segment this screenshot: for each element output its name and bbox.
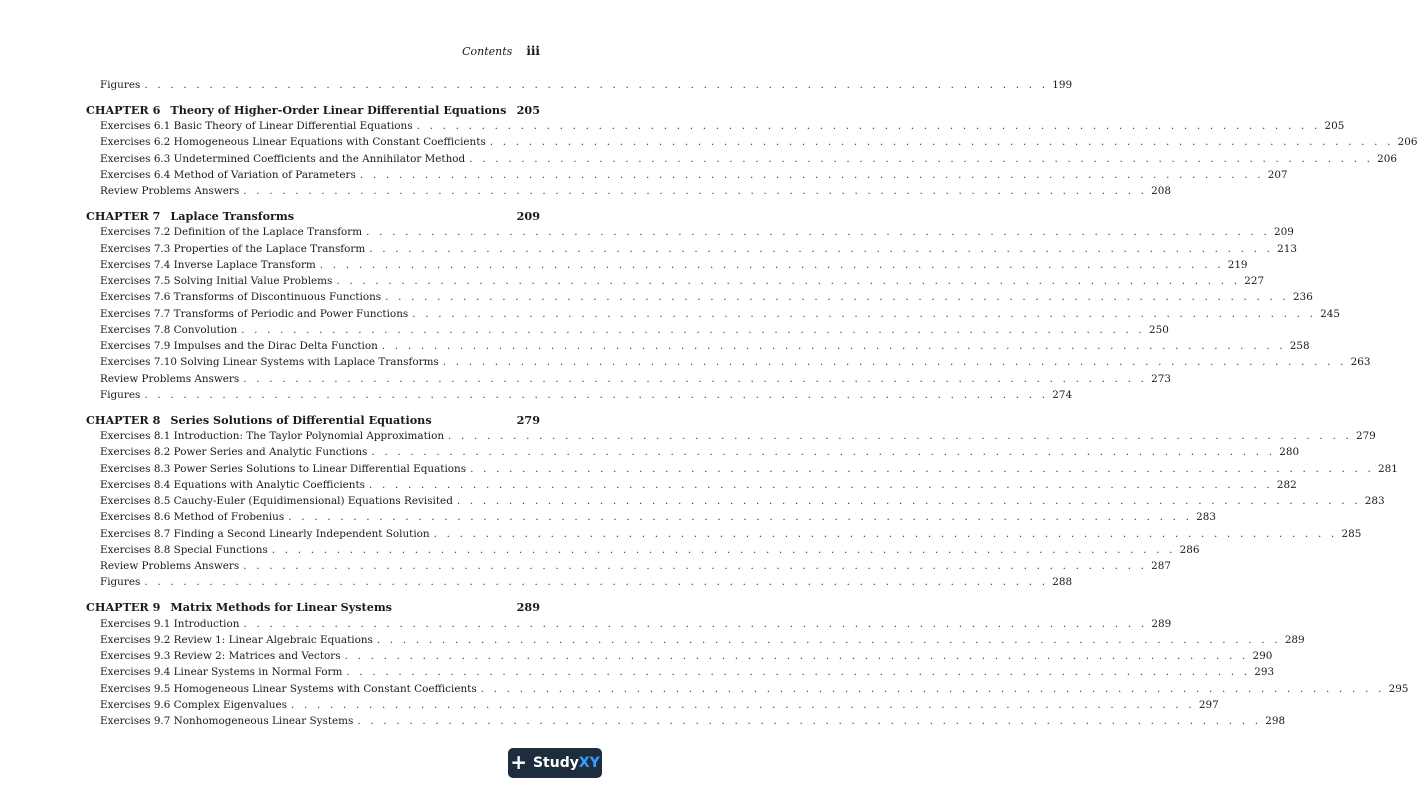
toc-entry-page-number: 205 [1324, 120, 1345, 133]
toc-entry-page-number: 208 [1151, 185, 1171, 198]
dot-leader: . . . . . . . . . . . . . . . . . . . . . . . . . . . . . . . . . . . . . . . . . . . . . . . . . . . . . . . . . . . . . . . . . . . . . . [369, 242, 1274, 255]
toc-entry-label: Exercises 7.6 Transforms of Discontinuous Functions [100, 291, 382, 304]
dot-leader: . . . . . . . . . . . . . . . . . . . . . . . . . . . . . . . . . . . . . . . . . . . . . . . . . . . . . . . . . . . . . . . . . . . . . . [243, 617, 1148, 630]
toc-entry-label: Exercises 9.3 Review 2: Matrices and Vectors [100, 650, 341, 662]
toc-entry-label: Exercises 7.9 Impulses and the Dirac Delta Function [100, 340, 378, 353]
toc-entry-label: Exercises 8.4 Equations with Analytic Coefficients [100, 478, 365, 491]
toc-entry-page-number: 281 [1377, 462, 1398, 475]
chapter-title: Theory of Higher-Order Linear Differential Equations [170, 102, 507, 117]
toc-entry[interactable] [86, 616, 1172, 632]
toc-entry[interactable] [86, 681, 1409, 697]
toc-entry-page-number: 250 [1149, 323, 1169, 336]
toc-entry-page-number: 273 [1151, 372, 1171, 385]
toc-entry[interactable] [86, 151, 1397, 167]
toc-entry-label: Exercises 8.7 Finding a Second Linearly Independent Solution [100, 527, 430, 540]
brand-name: StudyXY [532, 755, 600, 771]
toc-entry-page-number: 206 [1377, 152, 1397, 165]
toc-entry[interactable] [86, 77, 1073, 93]
toc-entry-label: Exercises 9.5 Homogeneous Linear Systems with Constant Coefficients [100, 682, 477, 695]
toc-entry[interactable] [86, 697, 1219, 713]
toc-entry[interactable] [86, 306, 1340, 322]
toc-entry-page-number: 219 [1227, 258, 1248, 271]
toc-entry[interactable] [86, 493, 1385, 509]
chapter-heading[interactable] [86, 412, 540, 428]
chapter-page-number: 279 [516, 412, 540, 427]
toc-entry-label: Exercises 6.3 Undetermined Coefficients and the Annihilator Method [100, 152, 466, 165]
toc-entry[interactable] [86, 444, 1300, 460]
toc-entry-page-number: 207 [1267, 168, 1288, 181]
dot-leader: . . . . . . . . . . . . . . . . . . . . . . . . . . . . . . . . . . . . . . . . . . . . . . . . . . . . . . . . . . . . . . . . . . . . . . [344, 650, 1249, 662]
chapter-number: CHAPTER 9 [86, 600, 161, 615]
toc-entry-page-number: 289 [1284, 633, 1305, 646]
table-of-contents [86, 77, 1418, 729]
toc-entry[interactable] [86, 371, 1171, 387]
toc-entry[interactable] [86, 648, 1273, 664]
toc-entry[interactable] [86, 167, 1288, 183]
toc-entry-page-number: 295 [1388, 682, 1409, 695]
dot-leader: . . . . . . . . . . . . . . . . . . . . . . . . . . . . . . . . . . . . . . . . . . . . . . . . . . . . . . . . . . . . . . . . . . . . . . [371, 446, 1276, 459]
dot-leader: . . . . . . . . . . . . . . . . . . . . . . . . . . . . . . . . . . . . . . . . . . . . . . . . . . . . . . . . . . . . . . . . . . . . . . [144, 576, 1049, 589]
toc-entry-page-number: 287 [1151, 560, 1171, 573]
toc-entry-page-number: 258 [1289, 340, 1310, 353]
toc-entry-page-number: 297 [1198, 698, 1219, 711]
toc-entry-label: Exercises 7.10 Solving Linear Systems with Laplace Transforms [100, 356, 439, 369]
toc-entry-page-number: 206 [1397, 136, 1418, 149]
chapter-page-number: 205 [516, 102, 540, 117]
chapter-title: Matrix Methods for Linear Systems [170, 600, 392, 615]
chapter-number: CHAPTER 7 [86, 209, 161, 224]
toc-entry[interactable] [86, 322, 1169, 338]
toc-entry-label: Exercises 7.3 Properties of the Laplace Transform [100, 242, 366, 255]
dot-leader: . . . . . . . . . . . . . . . . . . . . . . . . . . . . . . . . . . . . . . . . . . . . . . . . . . . . . . . . . . . . . . . . . . . . . . [288, 511, 1193, 524]
dot-leader: . . . . . . . . . . . . . . . . . . . . . . . . . . . . . . . . . . . . . . . . . . . . . . . . . . . . . . . . . . . . . . . . . . . . . . [369, 478, 1273, 491]
toc-entry-label: Review Problems Answers [100, 372, 240, 385]
dot-leader: . . . . . . . . . . . . . . . . . . . . . . . . . . . . . . . . . . . . . . . . . . . . . . . . . . . . . . . . . . . . . . . . . . . . . . [480, 682, 1385, 695]
dot-leader: . . . . . . . . . . . . . . . . . . . . . . . . . . . . . . . . . . . . . . . . . . . . . . . . . . . . . . . . . . . . . . . . . . . . . . [243, 560, 1148, 573]
dot-leader: . . . . . . . . . . . . . . . . . . . . . . . . . . . . . . . . . . . . . . . . . . . . . . . . . . . . . . . . . . . . . . . . . . . . . . [456, 495, 1361, 508]
dot-leader: . . . . . . . . . . . . . . . . . . . . . . . . . . . . . . . . . . . . . . . . . . . . . . . . . . . . . . . . . . . . . . . . . . . . . . [366, 226, 1271, 239]
toc-entry-page-number: 285 [1341, 527, 1362, 540]
dot-leader: . . . . . . . . . . . . . . . . . . . . . . . . . . . . . . . . . . . . . . . . . . . . . . . . . . . . . . . . . . . . . . . . . . . . . . [290, 698, 1195, 711]
dot-leader: . . . . . . . . . . . . . . . . . . . . . . . . . . . . . . . . . . . . . . . . . . . . . . . . . . . . . . . . . . . . . . . . . . . . . . [336, 275, 1241, 288]
dot-leader: . . . . . . . . . . . . . . . . . . . . . . . . . . . . . . . . . . . . . . . . . . . . . . . . . . . . . . . . . . . . . . . . . . . . . . [412, 307, 1317, 320]
chapter-heading-label [86, 208, 294, 224]
toc-entry-label: Exercises 6.4 Method of Variation of Parameters [100, 168, 356, 181]
chapter-title: Series Solutions of Differential Equations [170, 412, 432, 427]
toc-entry-label: Exercises 9.1 Introduction [100, 617, 240, 630]
dot-leader: . . . . . . . . . . . . . . . . . . . . . . . . . . . . . . . . . . . . . . . . . . . . . . . . . . . . . . . . . . . . . . . . . . . . . . [433, 527, 1338, 540]
toc-entry[interactable] [86, 183, 1171, 199]
toc-entry-page-number: 209 [1274, 226, 1294, 239]
toc-entry-page-number: 236 [1293, 291, 1313, 304]
toc-entry[interactable] [86, 273, 1265, 289]
toc-entry-page-number: 288 [1052, 576, 1073, 589]
dot-leader: . . . . . . . . . . . . . . . . . . . . . . . . . . . . . . . . . . . . . . . . . . . . . . . . . . . . . . . . . . . . . . . . . . . . . . [243, 185, 1148, 198]
dot-leader: . . . . . . . . . . . . . . . . . . . . . . . . . . . . . . . . . . . . . . . . . . . . . . . . . . . . . . . . . . . . . . . . . . . . . . [448, 430, 1352, 443]
plus-icon: + [510, 750, 527, 774]
toc-entry[interactable] [86, 224, 1294, 240]
toc-entry[interactable] [86, 338, 1310, 354]
page-number: iii [526, 44, 540, 58]
toc-entry-label: Exercises 6.1 Basic Theory of Linear Differential Equations [100, 120, 413, 133]
toc-entry-page-number: 293 [1254, 666, 1275, 679]
chapter-heading[interactable] [86, 102, 540, 118]
toc-entry[interactable] [86, 354, 1371, 370]
toc-entry-label: Exercises 9.2 Review 1: Linear Algebraic Equations [100, 633, 373, 646]
chapter-heading-label [86, 412, 432, 428]
toc-entry[interactable] [86, 257, 1248, 273]
chapter-heading-label [86, 102, 506, 118]
toc-entry-page-number: 279 [1355, 430, 1376, 443]
dot-leader: . . . . . . . . . . . . . . . . . . . . . . . . . . . . . . . . . . . . . . . . . . . . . . . . . . . . . . . . . . . . . . . . . . . . . . [381, 340, 1286, 353]
toc-entry-label: Exercises 8.6 Method of Frobenius [100, 511, 285, 524]
toc-entry[interactable] [86, 558, 1171, 574]
toc-entry[interactable] [86, 509, 1216, 525]
toc-entry-page-number: 298 [1265, 715, 1286, 727]
toc-entry-label: Exercises 7.8 Convolution [100, 323, 238, 336]
toc-entry-page-number: 289 [1151, 617, 1172, 630]
dot-leader: . . . . . . . . . . . . . . . . . . . . . . . . . . . . . . . . . . . . . . . . . . . . . . . . . . . . . . . . . . . . . . . . . . . . . . [470, 462, 1374, 475]
chapter-number: CHAPTER 8 [86, 412, 161, 427]
toc-entry-label: Exercises 8.8 Special Functions [100, 543, 268, 556]
toc-entry[interactable] [86, 542, 1200, 558]
toc-entry-label: Figures [100, 388, 141, 401]
toc-entry[interactable] [86, 289, 1313, 305]
toc-entry-label: Exercises 8.2 Power Series and Analytic Functions [100, 446, 368, 459]
chapter-number: CHAPTER 6 [86, 102, 161, 117]
dot-leader: . . . . . . . . . . . . . . . . . . . . . . . . . . . . . . . . . . . . . . . . . . . . . . . . . . . . . . . . . . . . . . . . . . . . . . [144, 388, 1049, 401]
toc-entry-label: Exercises 6.2 Homogeneous Linear Equations with Constant Coefficients [100, 136, 486, 149]
toc-entry[interactable] [86, 118, 1345, 134]
chapter-page-number: 289 [516, 600, 540, 615]
toc-entry[interactable] [86, 477, 1297, 493]
chapter-heading-label [86, 599, 392, 615]
toc-entry[interactable] [86, 134, 1418, 150]
dot-leader: . . . . . . . . . . . . . . . . . . . . . . . . . . . . . . . . . . . . . . . . . . . . . . . . . . . . . . . . . . . . . . . . . . . . . . [469, 152, 1374, 165]
toc-entry-label: Exercises 7.2 Definition of the Laplace Transform [100, 226, 363, 239]
toc-entry-page-number: 290 [1252, 650, 1273, 662]
dot-leader: . . . . . . . . . . . . . . . . . . . . . . . . . . . . . . . . . . . . . . . . . . . . . . . . . . . . . . . . . . . . . . . . . . . . . . [319, 258, 1224, 271]
toc-entry-label: Exercises 9.7 Nonhomogeneous Linear Systems [100, 715, 354, 727]
toc-entry-page-number: 283 [1196, 511, 1216, 524]
dot-leader: . . . . . . . . . . . . . . . . . . . . . . . . . . . . . . . . . . . . . . . . . . . . . . . . . . . . . . . . . . . . . . . . . . . . . . [271, 543, 1176, 556]
toc-entry-page-number: 282 [1276, 478, 1297, 491]
toc-entry-label: Exercises 7.4 Inverse Laplace Transform [100, 258, 316, 271]
chapter-page-number: 209 [516, 209, 540, 224]
toc-entry-page-number: 227 [1244, 275, 1265, 288]
chapter-heading[interactable] [86, 208, 540, 224]
toc-entry-page-number: 213 [1277, 242, 1297, 255]
toc-entry-label: Exercises 7.5 Solving Initial Value Problems [100, 275, 333, 288]
toc-entry-label: Figures [100, 576, 141, 589]
studyxy-badge[interactable] [508, 748, 602, 778]
dot-leader: . . . . . . . . . . . . . . . . . . . . . . . . . . . . . . . . . . . . . . . . . . . . . . . . . . . . . . . . . . . . . . . . . . . . . . [243, 372, 1148, 385]
toc-entry-label: Exercises 8.5 Cauchy-Euler (Equidimensional) Equations Revisited [100, 495, 453, 508]
toc-entry-page-number: 263 [1350, 356, 1371, 369]
dot-leader: . . . . . . . . . . . . . . . . . . . . . . . . . . . . . . . . . . . . . . . . . . . . . . . . . . . . . . . . . . . . . . . . . . . . . . [489, 136, 1394, 149]
dot-leader: . . . . . . . . . . . . . . . . . . . . . . . . . . . . . . . . . . . . . . . . . . . . . . . . . . . . . . . . . . . . . . . . . . . . . . [357, 715, 1262, 727]
toc-entry-page-number: 280 [1279, 446, 1300, 459]
dot-leader: . . . . . . . . . . . . . . . . . . . . . . . . . . . . . . . . . . . . . . . . . . . . . . . . . . . . . . . . . . . . . . . . . . . . . . [416, 120, 1321, 133]
dot-leader: . . . . . . . . . . . . . . . . . . . . . . . . . . . . . . . . . . . . . . . . . . . . . . . . . . . . . . . . . . . . . . . . . . . . . . [346, 666, 1251, 679]
toc-entry[interactable] [86, 241, 1297, 257]
toc-entry[interactable] [86, 632, 1305, 648]
toc-entry-label: Exercises 8.3 Power Series Solutions to Linear Differential Equations [100, 462, 467, 475]
dot-leader: . . . . . . . . . . . . . . . . . . . . . . . . . . . . . . . . . . . . . . . . . . . . . . . . . . . . . . . . . . . . . . . . . . . . . . [385, 291, 1290, 304]
toc-entry[interactable] [86, 574, 1073, 590]
toc-entry-page-number: 286 [1179, 543, 1200, 556]
toc-entry-label: Exercises 8.1 Introduction: The Taylor Polynomial Approximation [100, 430, 445, 443]
dot-leader: . . . . . . . . . . . . . . . . . . . . . . . . . . . . . . . . . . . . . . . . . . . . . . . . . . . . . . . . . . . . . . . . . . . . . . [144, 79, 1049, 91]
toc-entry-page-number: 245 [1320, 307, 1340, 320]
dot-leader: . . . . . . . . . . . . . . . . . . . . . . . . . . . . . . . . . . . . . . . . . . . . . . . . . . . . . . . . . . . . . . . . . . . . . . [442, 356, 1347, 369]
toc-entry-page-number: 283 [1364, 495, 1385, 508]
toc-entry-label: Figures [100, 79, 141, 91]
toc-entry-page-number: 274 [1052, 388, 1073, 401]
toc-entry[interactable] [86, 526, 1362, 542]
running-header-title: Contents [462, 45, 513, 58]
toc-entry[interactable] [86, 428, 1376, 444]
dot-leader: . . . . . . . . . . . . . . . . . . . . . . . . . . . . . . . . . . . . . . . . . . . . . . . . . . . . . . . . . . . . . . . . . . . . . . [376, 633, 1281, 646]
toc-entry-page-number: 199 [1052, 79, 1073, 91]
chapter-heading[interactable] [86, 599, 540, 615]
toc-entry-label: Exercises 9.6 Complex Eigenvalues [100, 698, 287, 711]
chapter-title: Laplace Transforms [170, 209, 295, 224]
dot-leader: . . . . . . . . . . . . . . . . . . . . . . . . . . . . . . . . . . . . . . . . . . . . . . . . . . . . . . . . . . . . . . . . . . . . . . [241, 323, 1146, 336]
toc-entry-label: Exercises 7.7 Transforms of Periodic and Power Functions [100, 307, 409, 320]
toc-entry[interactable] [86, 713, 1286, 729]
toc-entry[interactable] [86, 461, 1398, 477]
running-header [462, 44, 540, 58]
dot-leader: . . . . . . . . . . . . . . . . . . . . . . . . . . . . . . . . . . . . . . . . . . . . . . . . . . . . . . . . . . . . . . . . . . . . . . [359, 168, 1264, 181]
toc-entry[interactable] [86, 387, 1073, 403]
toc-entry-label: Review Problems Answers [100, 185, 240, 198]
toc-entry-label: Review Problems Answers [100, 560, 240, 573]
toc-entry-label: Exercises 9.4 Linear Systems in Normal Form [100, 666, 343, 679]
toc-entry[interactable] [86, 664, 1275, 680]
